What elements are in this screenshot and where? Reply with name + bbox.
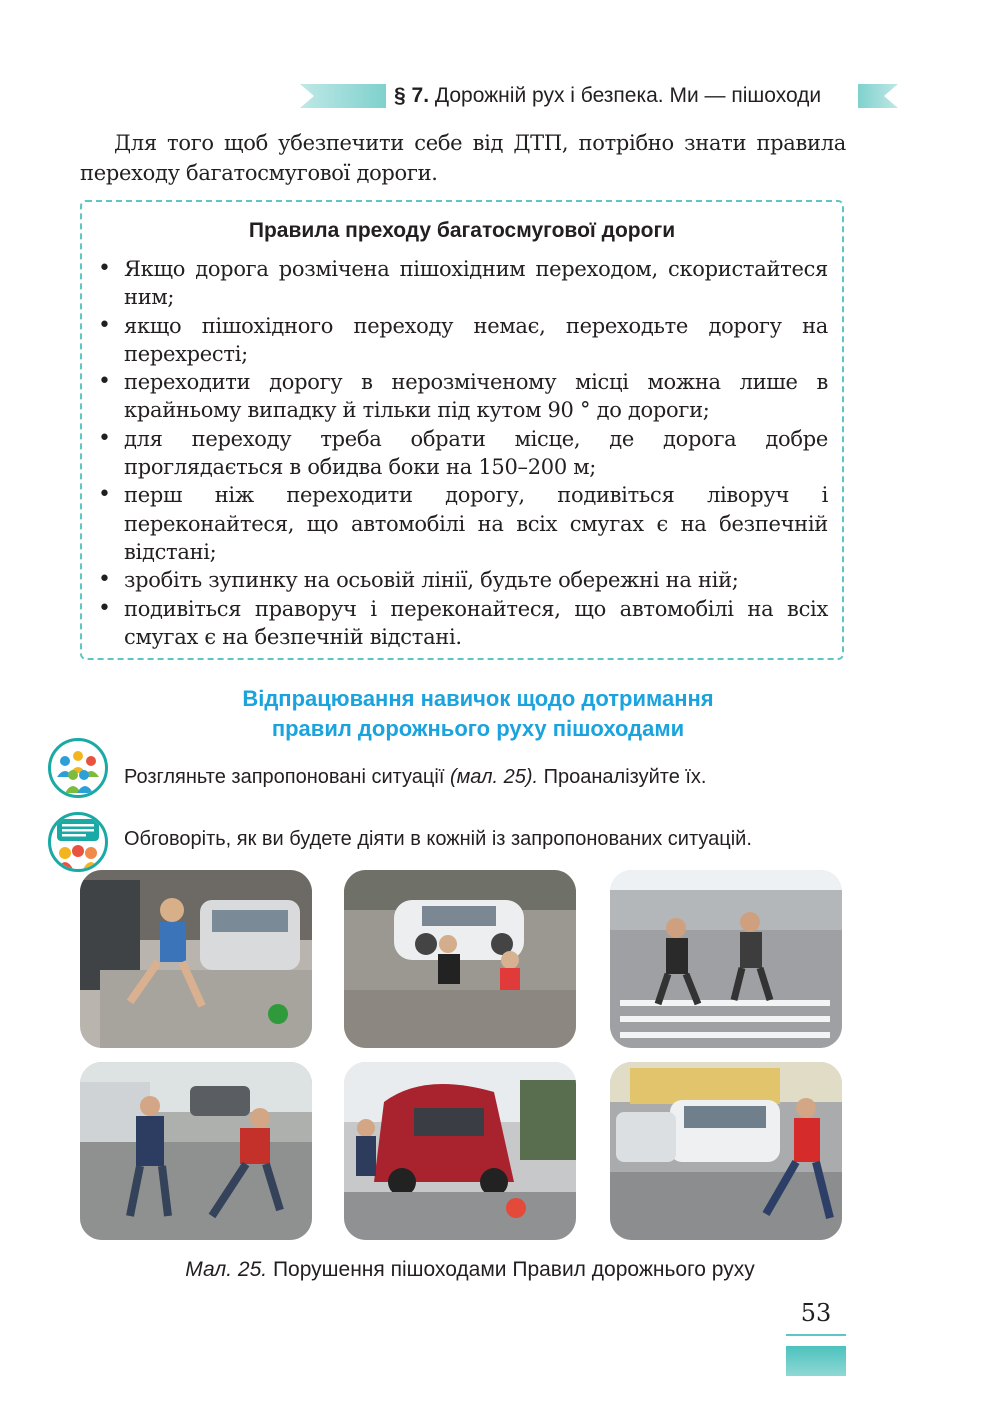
rule-item: • Якщо дорога розмічена пішохідним переходом, скористайтеся ним; — [96, 255, 828, 312]
figure-label: Мал. 25. — [185, 1258, 268, 1281]
figure-caption-text: Порушення пішоходами Правил дорожнього руху — [267, 1258, 755, 1281]
photo-boy-chasing-ball-car — [344, 1062, 576, 1240]
practice-heading-line2: правил дорожнього руху пішоходами — [271, 716, 685, 741]
rules-list — [96, 255, 828, 651]
running-header — [394, 84, 854, 108]
section-title: Дорожній рух і безпека. Ми — пішоходи — [434, 84, 822, 107]
photo-girl-kicking-ball — [80, 870, 312, 1048]
task-1: Розгляньте запропоновані ситуації (мал. 25). Проаналізуйте їх. — [124, 766, 707, 788]
page-number-rule — [786, 1334, 846, 1336]
intro-paragraph: Для того щоб убезпечити себе від ДТП, потрібно знати правила переходу багатосмугової дороги. — [80, 131, 846, 185]
photo-girl-running-traffic — [610, 1062, 842, 1240]
page-number-decor — [786, 1346, 846, 1376]
practice-heading — [80, 684, 876, 744]
discussion-icon — [48, 812, 108, 872]
section-number: § 7. — [394, 84, 430, 107]
rule-item: • переходити дорогу в нерозміченому місці можна лише в крайньому випадку й тільки під кутом 90 ° до дороги; — [96, 368, 828, 425]
figure-caption — [80, 1256, 860, 1284]
photo-kids-running-crosswalk — [610, 870, 842, 1048]
page-number: 53 — [800, 1299, 832, 1327]
group-work-icon — [48, 738, 108, 798]
photo-boys-football-road — [80, 1062, 312, 1240]
rule-item: • подивіться праворуч і переконайтеся, що автомобілі на всіх смугах є на безпечній відстані. — [96, 595, 828, 652]
photo-children-playing-street — [344, 870, 576, 1048]
header-decor-left — [300, 84, 386, 108]
rule-item: • якщо пішохідного переходу немає, переходьте дорогу на перехресті; — [96, 312, 828, 369]
rule-item: • для переходу треба обрати місце, де дорога добре проглядається в обидва боки на 150–200 м; — [96, 425, 828, 482]
figure-reference: (мал. 25). — [449, 766, 539, 788]
header-decor-right — [858, 84, 898, 108]
rule-item: • перш ніж переходити дорогу, подивіться ліворуч і переконайтеся, що автомобілі на всіх смугах є на безпечній відстані; — [96, 481, 828, 566]
rule-item: • зробіть зупинку на осьовій лінії, будьте обережні на ній; — [96, 566, 828, 594]
rules-title: Правила преходу багатосмугової дороги — [248, 219, 676, 242]
practice-heading-line1: Відпрацювання навичок щодо дотримання — [242, 686, 714, 711]
task-2: Обговоріть, як ви будете діяти в кожній із запропонованих ситуацій. — [124, 828, 752, 850]
